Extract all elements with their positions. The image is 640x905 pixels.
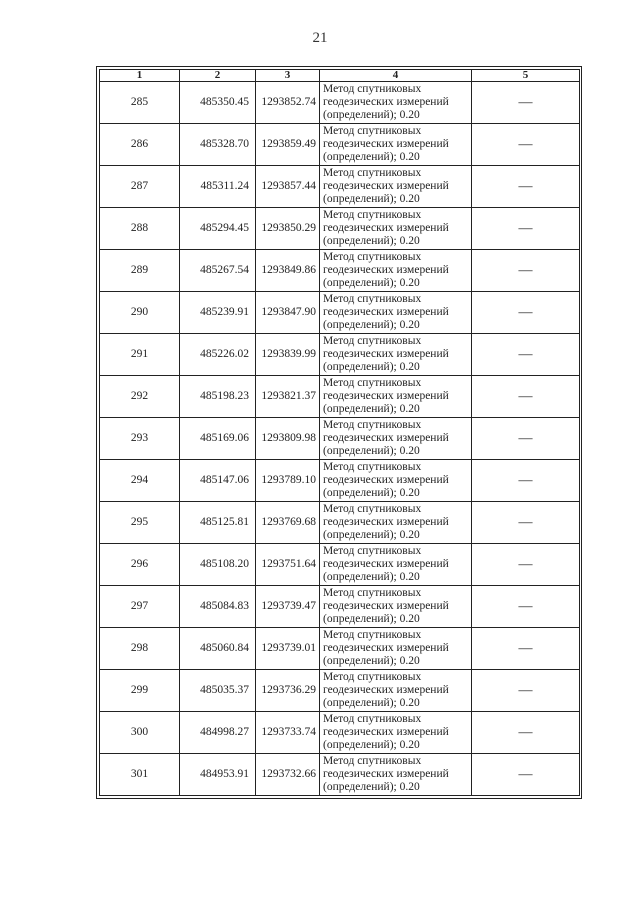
method-cell — [320, 502, 472, 544]
method-line-3: (определений); 0.20 — [323, 403, 420, 415]
point-number-cell: 301 — [100, 754, 180, 796]
method-cell — [320, 208, 472, 250]
table-row — [100, 250, 580, 292]
header-col-4: 4 — [320, 70, 472, 82]
method-line-1: Метод спутниковых — [323, 167, 422, 179]
method-cell — [320, 754, 472, 796]
method-line-2: геодезических измерений — [323, 642, 449, 654]
method-line-2: геодезических измерений — [323, 558, 449, 570]
method-cell — [320, 250, 472, 292]
method-line-3: (определений); 0.20 — [323, 109, 420, 121]
method-line-1: Метод спутниковых — [323, 209, 422, 221]
y-coordinate-cell: 1293739.47 — [256, 586, 320, 628]
x-coordinate-cell: 485035.37 — [180, 670, 256, 712]
x-coordinate-cell: 485311.24 — [180, 166, 256, 208]
method-cell — [320, 376, 472, 418]
point-number-cell: 294 — [100, 460, 180, 502]
point-number-cell: 300 — [100, 712, 180, 754]
x-coordinate-cell: 485350.45 — [180, 82, 256, 124]
table-row — [100, 166, 580, 208]
method-line-3: (определений); 0.20 — [323, 655, 420, 667]
method-line-1: Метод спутниковых — [323, 629, 422, 641]
x-coordinate-cell: 484953.91 — [180, 754, 256, 796]
method-line-2: геодезических измерений — [323, 726, 449, 738]
point-number-cell: 298 — [100, 628, 180, 670]
table-row — [100, 418, 580, 460]
method-line-1: Метод спутниковых — [323, 251, 422, 263]
method-line-1: Метод спутниковых — [323, 503, 422, 515]
table-row — [100, 586, 580, 628]
method-line-3: (определений); 0.20 — [323, 193, 420, 205]
method-line-3: (определений); 0.20 — [323, 151, 420, 163]
table-body — [100, 82, 580, 796]
method-line-2: геодезических измерений — [323, 96, 449, 108]
method-line-2: геодезических измерений — [323, 390, 449, 402]
y-coordinate-cell: 1293852.74 — [256, 82, 320, 124]
note-cell: — — [472, 250, 580, 292]
x-coordinate-cell: 485169.06 — [180, 418, 256, 460]
table-row — [100, 124, 580, 166]
method-line-1: Метод спутниковых — [323, 755, 422, 767]
method-line-2: геодезических измерений — [323, 600, 449, 612]
method-cell — [320, 166, 472, 208]
method-line-2: геодезических измерений — [323, 768, 449, 780]
method-line-2: геодезических измерений — [323, 306, 449, 318]
note-cell: — — [472, 586, 580, 628]
note-cell: — — [472, 754, 580, 796]
method-cell — [320, 334, 472, 376]
method-cell — [320, 712, 472, 754]
y-coordinate-cell: 1293857.44 — [256, 166, 320, 208]
note-cell: — — [472, 502, 580, 544]
method-cell — [320, 460, 472, 502]
table-row — [100, 292, 580, 334]
note-cell: — — [472, 670, 580, 712]
table-row — [100, 376, 580, 418]
method-line-1: Метод спутниковых — [323, 83, 422, 95]
y-coordinate-cell: 1293789.10 — [256, 460, 320, 502]
y-coordinate-cell: 1293859.49 — [256, 124, 320, 166]
point-number-cell: 292 — [100, 376, 180, 418]
note-cell: — — [472, 712, 580, 754]
method-line-3: (определений); 0.20 — [323, 571, 420, 583]
method-cell — [320, 82, 472, 124]
method-cell — [320, 670, 472, 712]
method-cell — [320, 628, 472, 670]
method-line-2: геодезических измерений — [323, 432, 449, 444]
table-row — [100, 712, 580, 754]
table-row — [100, 502, 580, 544]
y-coordinate-cell: 1293847.90 — [256, 292, 320, 334]
x-coordinate-cell: 485060.84 — [180, 628, 256, 670]
method-line-3: (определений); 0.20 — [323, 781, 420, 793]
point-number-cell: 286 — [100, 124, 180, 166]
point-number-cell: 293 — [100, 418, 180, 460]
method-line-1: Метод спутниковых — [323, 545, 422, 557]
x-coordinate-cell: 485108.20 — [180, 544, 256, 586]
table-row — [100, 628, 580, 670]
table-row — [100, 208, 580, 250]
point-number-cell: 299 — [100, 670, 180, 712]
method-cell — [320, 124, 472, 166]
table-row — [100, 544, 580, 586]
y-coordinate-cell: 1293769.68 — [256, 502, 320, 544]
header-col-2: 2 — [180, 70, 256, 82]
y-coordinate-cell: 1293739.01 — [256, 628, 320, 670]
note-cell: — — [472, 376, 580, 418]
point-number-cell: 289 — [100, 250, 180, 292]
method-line-3: (определений); 0.20 — [323, 529, 420, 541]
header-col-3: 3 — [256, 70, 320, 82]
method-line-3: (определений); 0.20 — [323, 277, 420, 289]
point-number-cell: 285 — [100, 82, 180, 124]
method-line-2: геодезических измерений — [323, 516, 449, 528]
point-number-cell: 287 — [100, 166, 180, 208]
y-coordinate-cell: 1293821.37 — [256, 376, 320, 418]
method-line-3: (определений); 0.20 — [323, 613, 420, 625]
method-line-1: Метод спутниковых — [323, 587, 422, 599]
method-line-3: (определений); 0.20 — [323, 445, 420, 457]
point-number-cell: 297 — [100, 586, 180, 628]
method-line-2: геодезических измерений — [323, 138, 449, 150]
table-row — [100, 334, 580, 376]
method-line-1: Метод спутниковых — [323, 293, 422, 305]
x-coordinate-cell: 485084.83 — [180, 586, 256, 628]
method-cell — [320, 544, 472, 586]
coordinates-table — [99, 69, 580, 796]
y-coordinate-cell: 1293736.29 — [256, 670, 320, 712]
note-cell: — — [472, 82, 580, 124]
method-line-1: Метод спутниковых — [323, 125, 422, 137]
y-coordinate-cell: 1293733.74 — [256, 712, 320, 754]
y-coordinate-cell: 1293809.98 — [256, 418, 320, 460]
note-cell: — — [472, 124, 580, 166]
method-line-2: геодезических измерений — [323, 348, 449, 360]
note-cell: — — [472, 166, 580, 208]
method-line-3: (определений); 0.20 — [323, 487, 420, 499]
x-coordinate-cell: 485198.23 — [180, 376, 256, 418]
table-header-row — [100, 70, 580, 82]
method-line-3: (определений); 0.20 — [323, 361, 420, 373]
point-number-cell: 296 — [100, 544, 180, 586]
point-number-cell: 290 — [100, 292, 180, 334]
method-line-2: геодезических измерений — [323, 474, 449, 486]
method-line-3: (определений); 0.20 — [323, 235, 420, 247]
method-line-3: (определений); 0.20 — [323, 739, 420, 751]
method-line-1: Метод спутниковых — [323, 419, 422, 431]
point-number-cell: 291 — [100, 334, 180, 376]
x-coordinate-cell: 485294.45 — [180, 208, 256, 250]
table-row — [100, 754, 580, 796]
note-cell: — — [472, 460, 580, 502]
coordinates-table-frame — [96, 66, 582, 799]
x-coordinate-cell: 485147.06 — [180, 460, 256, 502]
method-cell — [320, 418, 472, 460]
method-line-2: геодезических измерений — [323, 222, 449, 234]
method-line-1: Метод спутниковых — [323, 461, 422, 473]
note-cell: — — [472, 418, 580, 460]
header-col-5: 5 — [472, 70, 580, 82]
point-number-cell: 288 — [100, 208, 180, 250]
y-coordinate-cell: 1293839.99 — [256, 334, 320, 376]
method-line-2: геодезических измерений — [323, 180, 449, 192]
note-cell: — — [472, 628, 580, 670]
y-coordinate-cell: 1293751.64 — [256, 544, 320, 586]
page-number: 21 — [312, 30, 328, 46]
note-cell: — — [472, 334, 580, 376]
x-coordinate-cell: 485125.81 — [180, 502, 256, 544]
x-coordinate-cell: 485328.70 — [180, 124, 256, 166]
header-col-1: 1 — [100, 70, 180, 82]
method-line-1: Метод спутниковых — [323, 713, 422, 725]
method-line-3: (определений); 0.20 — [323, 697, 420, 709]
method-line-1: Метод спутниковых — [323, 377, 422, 389]
y-coordinate-cell: 1293849.86 — [256, 250, 320, 292]
note-cell: — — [472, 292, 580, 334]
method-cell — [320, 292, 472, 334]
method-line-1: Метод спутниковых — [323, 335, 422, 347]
table-row — [100, 670, 580, 712]
table-row — [100, 460, 580, 502]
y-coordinate-cell: 1293732.66 — [256, 754, 320, 796]
method-line-2: геодезических измерений — [323, 684, 449, 696]
x-coordinate-cell: 484998.27 — [180, 712, 256, 754]
x-coordinate-cell: 485239.91 — [180, 292, 256, 334]
method-line-1: Метод спутниковых — [323, 671, 422, 683]
point-number-cell: 295 — [100, 502, 180, 544]
x-coordinate-cell: 485267.54 — [180, 250, 256, 292]
method-line-2: геодезических измерений — [323, 264, 449, 276]
method-line-3: (определений); 0.20 — [323, 319, 420, 331]
x-coordinate-cell: 485226.02 — [180, 334, 256, 376]
table-row — [100, 82, 580, 124]
method-cell — [320, 586, 472, 628]
y-coordinate-cell: 1293850.29 — [256, 208, 320, 250]
note-cell: — — [472, 544, 580, 586]
note-cell: — — [472, 208, 580, 250]
